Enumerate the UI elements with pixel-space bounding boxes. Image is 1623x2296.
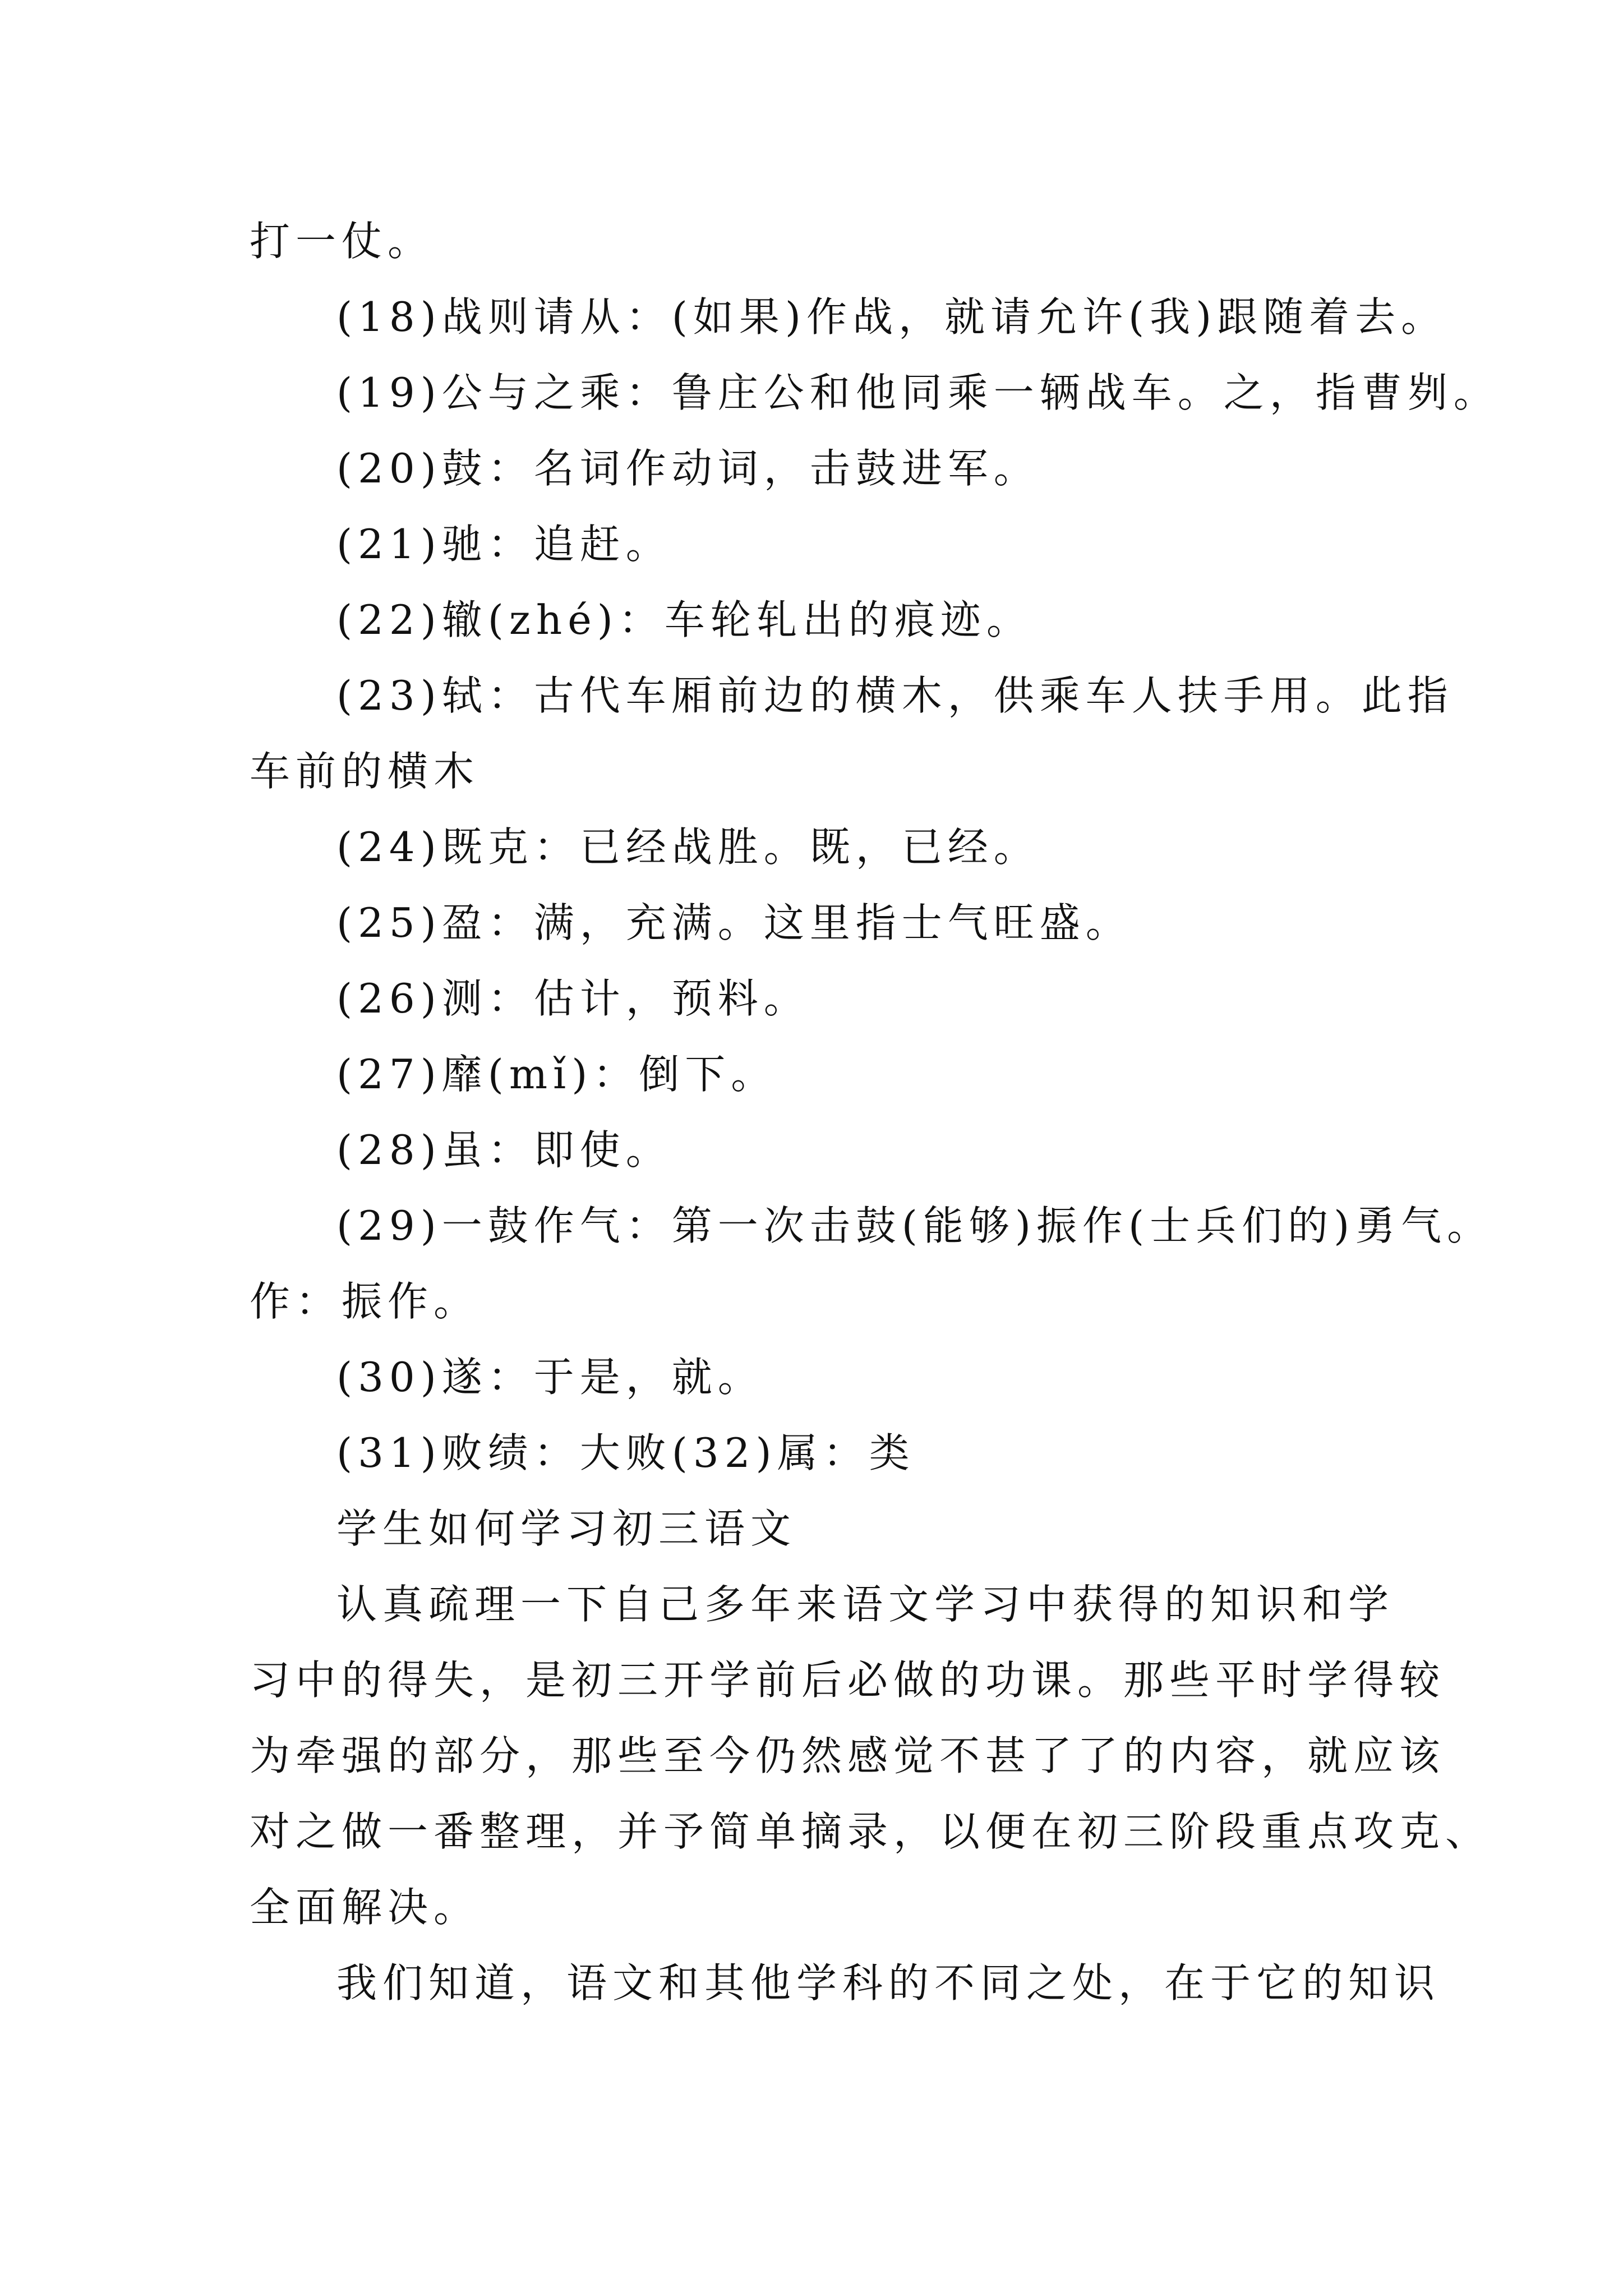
text-line: 打一仗。 (250, 218, 434, 265)
note-30: (30)遂：于是，就。 (336, 1354, 764, 1401)
paragraph-1-line-3: 为牵强的部分，那些至今仍然感觉不甚了了的内容，就应该 (250, 1732, 1446, 1779)
note-25: (25)盈：满，充满。这里指士气旺盛。 (336, 899, 1132, 946)
note-29: (29)一鼓作气：第一次击鼓(能够)振作(士兵们的)勇气。 (336, 1202, 1493, 1249)
note-29-continued: 作：振作。 (250, 1278, 480, 1325)
note-18: (18)战则请从：(如果)作战，就请允许(我)跟随着去。 (336, 293, 1447, 341)
paragraph-1-line-5: 全面解决。 (250, 1884, 480, 1931)
paragraph-1-line-2: 习中的得失，是初三开学前后必做的功课。那些平时学得较 (250, 1657, 1446, 1704)
note-23: (23)轼：古代车厢前边的横木，供乘车人扶手用。此指 (336, 672, 1454, 719)
note-24: (24)既克：已经战胜。既，已经。 (336, 823, 1040, 871)
note-20: (20)鼓：名词作动词，击鼓进军。 (336, 445, 1040, 492)
note-27: (27)靡(mǐ)：倒下。 (336, 1051, 777, 1098)
note-28: (28)虽：即使。 (336, 1126, 672, 1174)
paragraph-1-line-4: 对之做一番整理，并予简单摘录，以便在初三阶段重点攻克、 (250, 1808, 1492, 1855)
section-heading: 学生如何学习初三语文 (336, 1505, 797, 1552)
note-31-32: (31)败绩：大败(32)属：类 (336, 1429, 915, 1476)
note-26: (26)测：估计，预料。 (336, 975, 810, 1022)
note-22: (22)辙(zhé)：车轮轧出的痕迹。 (336, 596, 1032, 643)
note-23-continued: 车前的横木 (250, 748, 480, 795)
paragraph-2-line-1: 我们知道，语文和其他学科的不同之处，在于它的知识 (336, 1959, 1441, 2007)
paragraph-1-line-1: 认真疏理一下自己多年来语文学习中获得的知识和学 (336, 1581, 1395, 1628)
note-19: (19)公与之乘：鲁庄公和他同乘一辆战车。之，指曹刿。 (336, 369, 1500, 416)
note-21: (21)驰：追赶。 (336, 521, 672, 568)
